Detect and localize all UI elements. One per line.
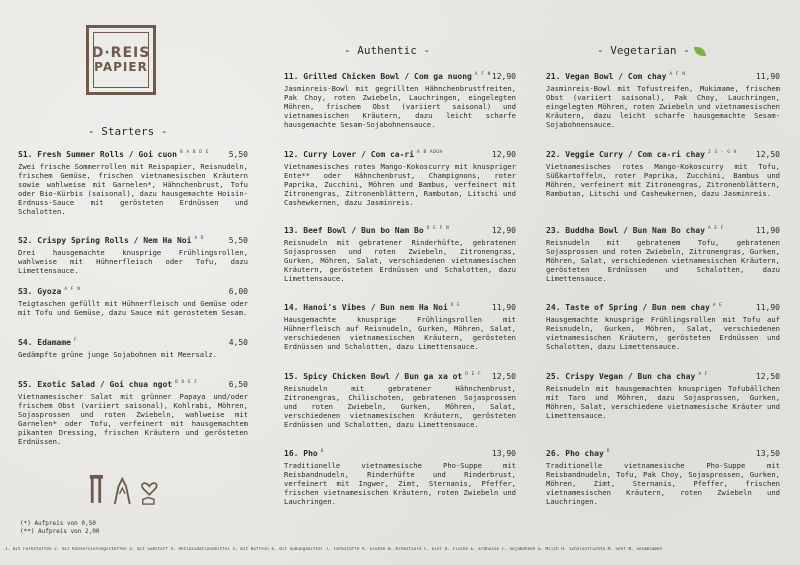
- menu-item-26: [546, 449, 780, 507]
- item-description: Hausgemachte knusprige Frühlingsrollen mit Hühnerfleisch auf Reisnudeln, Gurken, Möhren, Salat, verschiedenen vietnamesischen Kräutern, gerösteten Erdnüssen und Schalotten, dazu Limettensauce.: [284, 315, 516, 351]
- item-price: 13,50: [755, 449, 780, 458]
- menu-item-23: [546, 226, 780, 284]
- item-price: 6,50: [228, 380, 248, 389]
- item-name: 12. Curry Lover / Com ca-ri $^{A B ADGH}$: [284, 150, 443, 159]
- item-description: Zwei frische Sommerrollen mit Reispapier, Reisnudeln, frischem Gemüse, frischen vietnamesischen Kräutern sowie wahlweise mit Garnelen*, Hähnchenbrust, Tofu oder Bio-Kürbis (saisonal), dazu hausgemachte Hoisin-Erdnuss-Sauce mit gerösteten Erdnüssen und Schalotten.: [18, 162, 248, 216]
- item-price: 5,50: [228, 150, 248, 159]
- logo-line-1: D·REIS: [91, 45, 151, 61]
- item-price: 12,90: [491, 226, 516, 235]
- footnotes: [20, 520, 99, 536]
- item-price: 5,50: [228, 236, 248, 245]
- menu-item-11: [284, 72, 516, 130]
- item-price: 12,50: [755, 372, 780, 381]
- section-title-vegetarian: [597, 44, 706, 57]
- item-name: S3. Gyoza $^{A F N}$: [18, 287, 81, 296]
- item-description: Traditionelle vietnamesische Pho-Suppe mit Reisbandnudeln, Rinderhüfte und Rinderbrust, verfeinert mit Ingwer, Zimt, Sternanis, Pfeffer, frischen vietnamesischen Kräutern, roten Zwiebeln und Lauchringen.: [284, 461, 516, 506]
- item-price: 12,50: [755, 150, 780, 159]
- item-description: Reisnudeln mit hausgemachten knusprigen Tofubällchen mit Taro und Möhren, dazu Sojasprossen, Gurken, Möhren, Salat, verschiedene vietnamesische Kräuter und Limettensauce.: [546, 384, 780, 420]
- item-description: Teigtaschen gefüllt mit Hühnerfleisch und Gemüse oder mit Tofu und Gemüse, dazu Sauce mit gerostetem Sesam.: [18, 299, 248, 317]
- item-description: Hausgemachte knusprige Frühlingsrollen mit Tofu auf Reisnudeln, Gurken, Möhren, Salat, verschiedenen vietnamesischen Kräutern, gerösteten Erdnüssen und Schalotten, dazu Limettensauce.: [546, 315, 780, 351]
- item-description: Jasminreis-Bowl mit Tofustreifen, Mukimame, frischem Obst (variiert saisonal), Pak Choy, Lauchringen, eingelegten Möhren, roten Zwiebeln und vietnamesischen Kräutern, dazu leicht scharfe hausgemachte Sesam-Sojabohnensauce.: [546, 84, 780, 129]
- allergen-legend: 1. mit Farbstoffen 2. mit Konservierungsstoffen 3. mit Süßstoff 4. Antioxidationsmittel 5. mit Koffein 6. mit Süßungsmittel 7. Farbstoffe A. Gluten B. Krebstiere C. Eier D. Fische E. Erdnüsse F. Sojabohnen G. Milch H. Schalenfrüchte M. Senf N. Sesamsamen: [5, 547, 663, 552]
- restaurant-logo: [86, 25, 156, 95]
- item-description: Vietnamesisches rotes Mango-Kokoscurry mit knuspriger Ente** oder Hähnchenbrust, Champignons, roter Paprika, Zucchini, Möhren und Bambus, verfeinert mit Zitronengras, Zitronenblättern, Rambutan, Litschi und Cashewkernen, dazu Jasminreis.: [284, 162, 516, 207]
- item-name: 21. Vegan Bowl / Com chay $^{A F N}$: [546, 72, 686, 81]
- logo-line-2: PAPIER: [94, 60, 148, 74]
- menu-item-16: [284, 449, 516, 507]
- menu-item-12: [284, 150, 516, 208]
- menu-item-s4: [18, 338, 248, 360]
- item-name: 22. Veggie Curry / Com ca-ri chay $^{2 3 - G H}$: [546, 150, 737, 159]
- footnote-1: (*) Aufpreis von 0,50: [20, 520, 96, 527]
- menu-item-s1: [18, 150, 248, 216]
- item-price: 11,90: [755, 72, 780, 81]
- item-name: 24. Taste of Spring / Bun nem chay $^{A E}$: [546, 303, 723, 312]
- vegan-leaf-icon: [694, 47, 706, 56]
- item-name: 13. Beef Bowl / Bun bo Nam Bo $^{D E F N}$: [284, 226, 450, 235]
- item-price: 6,00: [228, 287, 248, 296]
- menu-item-25: [546, 372, 780, 421]
- item-description: Reisnudeln mit gebratener Rinderhüfte, gebratenen Sojasprossen und roten Zwiebeln, Zitronengras, Gurken, Möhren, Salat, verschiedenen vietnamesischen Kräutern, gerösteten Erdnüssen und Schalotten, dazu Limettensauce.: [284, 238, 516, 283]
- menu-item-24: [546, 303, 780, 352]
- item-name: 23. Buddha Bowl / Bun Nam Bo chay $^{A E F}$: [546, 226, 724, 235]
- menu-item-15: [284, 372, 516, 430]
- heart-hand-icon: [139, 476, 160, 506]
- item-price: 11,90: [755, 226, 780, 235]
- item-description: Drei hausgemachte knusprige Frühlingsrollen, wahlweise mit Hühnerfleisch oder Tofu, dazu Limettensauce.: [18, 248, 248, 275]
- item-description: Traditionelle vietnamesische Pho-Suppe mit Reisbandnudeln, Tofu, Pak Choy, Sojasprossen, Gurken, Möhren, Zimt, Sternanis, Pfeffer, frischen vietnamesischen Kräutern, roten Zwiebeln und Lauchringen.: [546, 461, 780, 506]
- item-name: 14. Hanoi's Vibes / Bun nem Ha Noi $^{D E}$: [284, 303, 461, 312]
- item-price: 12,90: [491, 72, 516, 81]
- item-name: S2. Crispy Spring Rolls / Nem Ha Noi $^{A D}$: [18, 236, 205, 245]
- section-title-starters: - Starters -: [88, 125, 168, 138]
- item-description: Vietnamesisches rotes Mango-Kokoscurry mit Tofu, Süßkartoffeln, roter Paprika, Zucchini, Bambus und Möhren, verfeinert mit Zitronengras, Zitronenblättern, Rambutan, Litschi und Cashewkernen, dazu Jasminreis.: [546, 162, 780, 198]
- item-description: Reisnudeln mit gebratener Hähnchenbrust, Zitronengras, Chilischoten, gebratenen Sojasprossen und roten Zwiebeln, Gurken, Möhren, Salat, verschiedenen vietnamesischen Kräutern, gerösteten Erdnüssen und Schalotten, dazu Limettensauce.: [284, 384, 516, 429]
- item-price: 11,90: [491, 303, 516, 312]
- section-title-vegetarian-label: - Vegetarian -: [597, 44, 690, 57]
- footnote-2: (**) Aufpreis von 2,00: [20, 528, 100, 535]
- item-name: S1. Fresh Summer Rolls / Goi cuon $^{B A B D E}$: [18, 150, 209, 159]
- item-name: 16. Pho $^D$: [284, 449, 324, 458]
- menu-item-21: [546, 72, 780, 130]
- vegan-hands-icon: [112, 476, 133, 506]
- menu-item-s3: [18, 287, 248, 318]
- menu-item-s5: [18, 380, 248, 446]
- item-name: 25. Crispy Vegan / Bun cha chay $^{A F}$: [546, 372, 708, 381]
- item-name: 11. Grilled Chicken Bowl / Com ga nuong $^{A F N}$: [284, 72, 491, 81]
- item-description: Vietnamesischer Salat mit grünner Papaya und/oder frischem Obst (variiert saisonal), Kohlrabi, Möhren, Sojasprossen und roten Zwiebeln, wahlweise mit Garnelen* oder Tofu, verfeinert mit hausgemachtem pikanten Dressing, frischen Kräutern und gerösteten Erdnüssen.: [18, 392, 248, 446]
- decorative-icons: [88, 470, 160, 506]
- item-name: 15. Spicy Chicken Bowl / Bun ga xa ot $^{D E F}$: [284, 372, 482, 381]
- menu-item-22: [546, 150, 780, 199]
- item-price: 12,90: [491, 150, 516, 159]
- item-price: 12,50: [491, 372, 516, 381]
- chopsticks-icon: [88, 472, 105, 506]
- item-description: Jasminreis-Bowl mit gegrillten Hähnchenbrustfreiten, Pak Choy, roten Zwiebeln, Lauchringen, eingelegten Möhren, frischem Obst (variiert saisonal) und vietnamesischen Kräutern, dazu leicht scharfe hausgemachte Sesam-Sojabohnensauce.: [284, 84, 516, 129]
- item-description: Gedämpfte grüne junge Sojabohnen mit Meersalz.: [18, 350, 218, 359]
- item-price: 4,50: [228, 338, 248, 347]
- item-price: 11,90: [755, 303, 780, 312]
- item-name: S4. Edamame $^F$: [18, 338, 78, 347]
- section-title-authentic: - Authentic -: [344, 44, 431, 57]
- menu-item-13: [284, 226, 516, 284]
- menu-item-14: [284, 303, 516, 352]
- menu-item-s2: [18, 236, 248, 276]
- item-price: 13,90: [491, 449, 516, 458]
- item-name: S5. Exotic Salad / Goi chua ngot $^{B D E F}$: [18, 380, 198, 389]
- item-name: 26. Pho chay $^D$: [546, 449, 611, 458]
- item-description: Reisnudeln mit gebratenem Tofu, gebratenen Sojasprossen und roten Zwiebeln, Zitronengras, Gurken, Möhren, Salat, verschiedenen vietnamesischen Kräutern, gerösteten Erdnüssen und Schalotten, dazu Limettensauce.: [546, 238, 780, 283]
